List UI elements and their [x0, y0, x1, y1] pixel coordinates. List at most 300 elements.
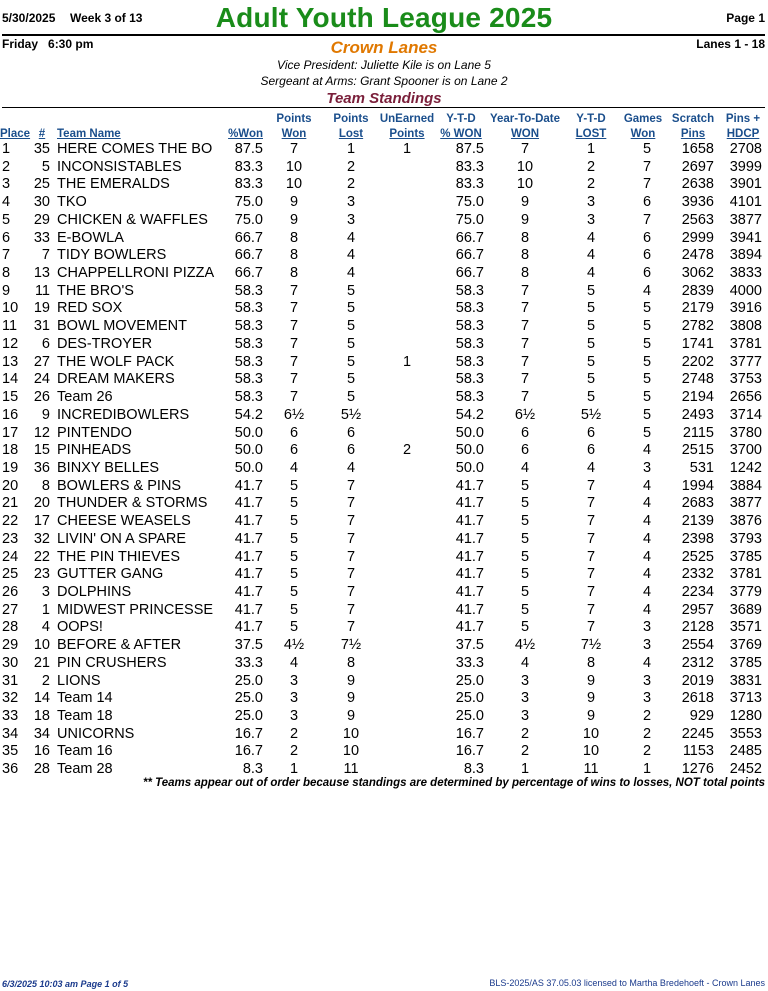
cell-scratch-pins: 1658 [681, 141, 714, 157]
cell-place: 29 [2, 637, 19, 654]
cell-team-name: PINHEADS [57, 442, 132, 459]
cell-pct-won: 25.0 [234, 708, 263, 724]
cell-ytd-won: 5 [520, 548, 530, 565]
cell-pins-hdcp: 3777 [729, 353, 762, 370]
cell-points-lost: 9 [346, 690, 356, 707]
table-row [0, 690, 768, 708]
cell-team-name: TIDY BOWLERS [57, 247, 167, 264]
section-title: Team Standings [326, 90, 442, 107]
cell-points-won: 6 [289, 424, 299, 441]
cell-place: 26 [2, 583, 19, 600]
col-ytd-won: Year-To-Date WON [489, 113, 561, 140]
cell-ytd-lost: 10 [582, 725, 600, 742]
cell-ytd-lost: 6 [586, 424, 596, 441]
cell-scratch-pins: 2234 [681, 583, 714, 600]
cell-games-won: 4 [642, 495, 652, 512]
cell-place: 24 [2, 548, 19, 565]
page-number: Page 1 [726, 11, 765, 25]
table-row [0, 549, 768, 567]
cell-games-won: 4 [642, 548, 652, 565]
cell-points-won: 4 [289, 654, 299, 671]
cell-pct-won: 58.3 [234, 318, 263, 335]
cell-ytd-won: 5 [520, 619, 530, 636]
cell-points-lost: 3 [346, 211, 356, 228]
cell-pins-hdcp: 1280 [729, 708, 762, 724]
cell-ytd-pct-won: 41.7 [455, 601, 484, 618]
cell-pins-hdcp: 1242 [729, 459, 762, 476]
cell-games-won: 3 [642, 637, 652, 654]
cell-ytd-won: 2 [520, 743, 530, 760]
cell-team-name: RED SOX [57, 300, 123, 317]
cell-ytd-pct-won: 50.0 [455, 459, 484, 476]
cell-pct-won: 41.7 [234, 477, 263, 494]
cell-place: 31 [2, 672, 19, 689]
cell-team-number: 5 [41, 158, 50, 175]
cell-ytd-pct-won: 58.3 [455, 389, 484, 406]
cell-place: 36 [2, 761, 19, 778]
cell-place: 13 [2, 353, 19, 370]
cell-ytd-pct-won: 58.3 [455, 300, 484, 317]
standings-table [0, 141, 768, 779]
cell-team-number: 32 [33, 530, 50, 547]
cell-team-number: 30 [33, 194, 50, 211]
cell-pins-hdcp: 3571 [729, 619, 762, 636]
cell-ytd-lost: 4 [586, 229, 596, 246]
cell-ytd-lost: 5½ [580, 406, 602, 423]
cell-pct-won: 50.0 [234, 424, 263, 441]
cell-team-name: Team 14 [57, 690, 113, 707]
cell-points-lost: 6 [346, 424, 356, 441]
cell-team-name: CHEESE WEASELS [57, 513, 191, 530]
cell-points-won: 7 [289, 318, 299, 335]
cell-ytd-pct-won: 66.7 [455, 247, 484, 264]
cell-place: 35 [2, 743, 19, 760]
cell-games-won: 3 [642, 459, 652, 476]
cell-ytd-pct-won: 75.0 [455, 211, 484, 228]
cell-points-lost: 7½ [340, 637, 362, 654]
cell-ytd-won: 7 [520, 300, 530, 317]
cell-ytd-lost: 6 [586, 442, 596, 459]
cell-ytd-won: 5 [520, 513, 530, 530]
cell-ytd-pct-won: 16.7 [455, 743, 484, 760]
table-row [0, 159, 768, 177]
cell-team-number: 14 [33, 690, 50, 707]
cell-pins-hdcp: 4101 [729, 194, 762, 211]
cell-place: 27 [2, 601, 19, 618]
day-time: Friday 6:30 pm [2, 37, 94, 51]
cell-pct-won: 25.0 [234, 690, 263, 707]
cell-place: 18 [2, 442, 19, 459]
cell-ytd-lost: 7 [586, 530, 596, 547]
cell-scratch-pins: 2332 [681, 566, 714, 583]
cell-team-name: OOPS! [57, 619, 103, 636]
cell-scratch-pins: 2638 [681, 176, 714, 193]
cell-pct-won: 66.7 [234, 247, 263, 264]
cell-ytd-won: 8 [520, 247, 530, 264]
table-row [0, 389, 768, 407]
cell-games-won: 2 [642, 708, 652, 724]
cell-pct-won: 16.7 [234, 743, 263, 760]
cell-games-won: 5 [642, 300, 652, 317]
table-row [0, 460, 768, 478]
cell-games-won: 6 [642, 194, 652, 211]
cell-scratch-pins: 2554 [681, 637, 714, 654]
cell-pct-won: 58.3 [234, 335, 263, 352]
cell-games-won: 7 [642, 176, 652, 193]
cell-games-won: 4 [642, 513, 652, 530]
cell-ytd-pct-won: 58.3 [455, 318, 484, 335]
cell-team-number: 13 [33, 265, 50, 282]
cell-points-won: 10 [285, 176, 303, 193]
cell-ytd-pct-won: 83.3 [455, 176, 484, 193]
week-indicator: Week 3 of 13 [70, 11, 143, 25]
cell-scratch-pins: 2128 [681, 619, 714, 636]
cell-games-won: 5 [642, 353, 652, 370]
cell-ytd-lost: 5 [586, 318, 596, 335]
cell-team-number: 31 [33, 318, 50, 335]
table-row [0, 300, 768, 318]
cell-ytd-lost: 5 [586, 335, 596, 352]
col-unearned-points: UnEarned Points [379, 113, 435, 140]
table-row [0, 495, 768, 513]
table-row [0, 371, 768, 389]
cell-pct-won: 25.0 [234, 672, 263, 689]
cell-ytd-won: 8 [520, 229, 530, 246]
cell-pins-hdcp: 3785 [729, 548, 762, 565]
cell-team-number: 36 [33, 459, 50, 476]
cell-ytd-won: 6 [520, 442, 530, 459]
cell-team-number: 25 [33, 176, 50, 193]
cell-points-lost: 7 [346, 495, 356, 512]
cell-ytd-pct-won: 66.7 [455, 229, 484, 246]
cell-games-won: 4 [642, 566, 652, 583]
cell-team-name: LIVIN' ON A SPARE [57, 530, 187, 547]
table-row [0, 212, 768, 230]
cell-scratch-pins: 1741 [681, 335, 714, 352]
cell-scratch-pins: 2697 [681, 158, 714, 175]
cell-scratch-pins: 2515 [681, 442, 714, 459]
cell-points-won: 5 [289, 601, 299, 618]
cell-points-won: 8 [289, 229, 299, 246]
cell-team-name: THE EMERALDS [57, 176, 170, 193]
section-rule [2, 107, 765, 108]
cell-points-won: 5 [289, 583, 299, 600]
cell-games-won: 4 [642, 654, 652, 671]
cell-pins-hdcp: 3876 [729, 513, 762, 530]
cell-ytd-lost: 11 [583, 761, 599, 778]
cell-team-number: 20 [33, 495, 50, 512]
cell-team-number: 1 [41, 601, 50, 618]
cell-points-lost: 7 [346, 619, 356, 636]
cell-scratch-pins: 2398 [681, 530, 714, 547]
cell-points-won: 7 [289, 335, 299, 352]
cell-ytd-pct-won: 16.7 [455, 725, 484, 742]
cell-points-lost: 7 [346, 548, 356, 565]
cell-points-won: 2 [289, 743, 299, 760]
cell-ytd-lost: 3 [586, 194, 596, 211]
cell-ytd-pct-won: 66.7 [455, 265, 484, 282]
cell-pct-won: 37.5 [234, 637, 263, 654]
cell-team-number: 9 [41, 406, 50, 423]
cell-points-lost: 1 [346, 141, 356, 157]
cell-ytd-pct-won: 54.2 [455, 406, 484, 423]
cell-ytd-lost: 7½ [580, 637, 602, 654]
table-row [0, 442, 768, 460]
cell-points-won: 6 [289, 442, 299, 459]
cell-points-won: 6½ [283, 406, 305, 423]
cell-games-won: 2 [642, 725, 652, 742]
cell-pct-won: 75.0 [234, 211, 263, 228]
cell-points-won: 9 [289, 211, 299, 228]
report-date: 5/30/2025 [2, 11, 56, 25]
cell-pct-won: 50.0 [234, 442, 263, 459]
cell-ytd-lost: 9 [586, 672, 596, 689]
cell-ytd-won: 5 [520, 566, 530, 583]
cell-pct-won: 58.3 [234, 282, 263, 299]
table-row [0, 478, 768, 496]
cell-team-number: 28 [33, 761, 50, 778]
bowling-center-name: Crown Lanes [330, 38, 438, 57]
cell-pct-won: 41.7 [234, 495, 263, 512]
cell-ytd-won: 5 [520, 530, 530, 547]
cell-ytd-won: 4½ [514, 637, 536, 654]
cell-pct-won: 58.3 [234, 371, 263, 388]
cell-pins-hdcp: 3713 [729, 690, 762, 707]
footnote: ** Teams appear out of order because standings are determined by percentage of wins to losses, NOT total points [143, 777, 765, 789]
cell-points-won: 2 [289, 725, 299, 742]
cell-games-won: 5 [642, 371, 652, 388]
cell-team-name: MIDWEST PRINCESSE [57, 601, 214, 618]
cell-ytd-won: 7 [520, 353, 530, 370]
cell-ytd-won: 7 [520, 371, 530, 388]
cell-points-lost: 2 [346, 158, 356, 175]
cell-pins-hdcp: 4000 [729, 282, 762, 299]
cell-ytd-pct-won: 37.5 [455, 637, 484, 654]
cell-place: 4 [2, 194, 11, 211]
cell-team-number: 19 [33, 300, 50, 317]
col-pins-hdcp: Pins + HDCP [725, 113, 761, 140]
cell-points-won: 5 [289, 566, 299, 583]
cell-scratch-pins: 531 [689, 459, 714, 476]
cell-team-name: THE BRO'S [57, 282, 134, 299]
header-rule [2, 34, 765, 36]
cell-team-name: CHICKEN & WAFFLES [57, 211, 208, 228]
cell-ytd-lost: 5 [586, 389, 596, 406]
cell-scratch-pins: 2139 [681, 513, 714, 530]
cell-place: 15 [2, 389, 19, 406]
cell-points-won: 5 [289, 548, 299, 565]
col-points-won: Points Won [276, 113, 312, 140]
cell-place: 22 [2, 513, 19, 530]
cell-pct-won: 16.7 [234, 725, 263, 742]
cell-ytd-lost: 2 [586, 176, 596, 193]
cell-points-won: 4½ [283, 637, 305, 654]
col-ytd-lost: Y-T-D LOST [575, 113, 607, 140]
cell-ytd-lost: 7 [586, 477, 596, 494]
cell-points-lost: 5 [346, 300, 356, 317]
cell-ytd-won: 5 [520, 601, 530, 618]
cell-place: 20 [2, 477, 19, 494]
cell-points-lost: 11 [343, 761, 359, 778]
cell-place: 8 [2, 265, 11, 282]
cell-pct-won: 66.7 [234, 229, 263, 246]
cell-ytd-pct-won: 58.3 [455, 335, 484, 352]
cell-ytd-lost: 7 [586, 601, 596, 618]
cell-pins-hdcp: 2452 [729, 761, 762, 778]
cell-team-number: 3 [41, 583, 50, 600]
cell-ytd-lost: 5 [586, 282, 596, 299]
cell-ytd-pct-won: 83.3 [455, 158, 484, 175]
cell-team-number: 7 [41, 247, 50, 264]
cell-games-won: 6 [642, 265, 652, 282]
col-points-lost: Points Lost [333, 113, 369, 140]
cell-points-won: 7 [289, 389, 299, 406]
table-row [0, 743, 768, 761]
cell-scratch-pins: 2194 [681, 389, 714, 406]
cell-ytd-won: 5 [520, 495, 530, 512]
cell-ytd-lost: 9 [586, 690, 596, 707]
cell-pins-hdcp: 3793 [729, 530, 762, 547]
cell-scratch-pins: 1276 [681, 761, 714, 778]
col-pct-won: %Won [228, 128, 263, 140]
table-row [0, 655, 768, 673]
table-row [0, 336, 768, 354]
cell-points-won: 5 [289, 530, 299, 547]
cell-games-won: 4 [642, 583, 652, 600]
cell-team-number: 4 [41, 619, 50, 636]
cell-points-lost: 5½ [340, 406, 362, 423]
cell-pct-won: 54.2 [234, 406, 263, 423]
cell-scratch-pins: 2748 [681, 371, 714, 388]
cell-ytd-pct-won: 41.7 [455, 566, 484, 583]
cell-points-won: 5 [289, 513, 299, 530]
cell-team-number: 2 [41, 672, 50, 689]
cell-points-won: 5 [289, 495, 299, 512]
cell-pins-hdcp: 2708 [729, 141, 762, 157]
cell-ytd-won: 4 [520, 654, 530, 671]
cell-points-lost: 5 [346, 353, 356, 370]
cell-pins-hdcp: 3780 [729, 424, 762, 441]
cell-scratch-pins: 2563 [681, 211, 714, 228]
cell-games-won: 4 [642, 282, 652, 299]
cell-ytd-won: 3 [520, 690, 530, 707]
cell-place: 28 [2, 619, 19, 636]
cell-team-number: 18 [33, 708, 50, 724]
cell-place: 7 [2, 247, 11, 264]
cell-pct-won: 58.3 [234, 389, 263, 406]
table-row [0, 354, 768, 372]
cell-place: 21 [2, 495, 19, 512]
cell-ytd-pct-won: 41.7 [455, 513, 484, 530]
cell-pins-hdcp: 3884 [729, 477, 762, 494]
cell-scratch-pins: 2999 [681, 229, 714, 246]
cell-points-won: 8 [289, 265, 299, 282]
cell-points-lost: 5 [346, 282, 356, 299]
cell-points-won: 10 [285, 158, 303, 175]
cell-place: 30 [2, 654, 19, 671]
table-row [0, 176, 768, 194]
cell-points-lost: 8 [346, 654, 356, 671]
cell-team-name: INCREDIBOWLERS [57, 406, 190, 423]
cell-points-won: 3 [289, 672, 299, 689]
cell-points-won: 7 [289, 282, 299, 299]
cell-ytd-pct-won: 33.3 [455, 654, 484, 671]
cell-pct-won: 41.7 [234, 619, 263, 636]
cell-scratch-pins: 2493 [681, 406, 714, 423]
cell-team-name: THE WOLF PACK [57, 353, 175, 370]
cell-games-won: 6 [642, 229, 652, 246]
cell-points-won: 3 [289, 708, 299, 724]
cell-points-lost: 7 [346, 530, 356, 547]
cell-scratch-pins: 1994 [681, 477, 714, 494]
cell-games-won: 7 [642, 211, 652, 228]
cell-ytd-pct-won: 58.3 [455, 353, 484, 370]
cell-team-name: DOLPHINS [57, 583, 132, 600]
cell-points-lost: 7 [346, 601, 356, 618]
cell-ytd-lost: 7 [586, 495, 596, 512]
cell-ytd-won: 7 [520, 141, 530, 157]
cell-pins-hdcp: 3769 [729, 637, 762, 654]
cell-ytd-lost: 5 [586, 353, 596, 370]
cell-scratch-pins: 2618 [681, 690, 714, 707]
cell-team-number: 17 [33, 513, 50, 530]
cell-place: 23 [2, 530, 19, 547]
cell-ytd-lost: 7 [586, 513, 596, 530]
cell-scratch-pins: 3936 [681, 194, 714, 211]
cell-scratch-pins: 2525 [681, 548, 714, 565]
cell-ytd-pct-won: 50.0 [455, 424, 484, 441]
cell-games-won: 5 [642, 318, 652, 335]
cell-ytd-lost: 4 [586, 247, 596, 264]
cell-points-lost: 5 [346, 371, 356, 388]
cell-team-name: HERE COMES THE BO [57, 141, 213, 157]
cell-pins-hdcp: 3894 [729, 247, 762, 264]
cell-ytd-won: 3 [520, 708, 530, 724]
cell-ytd-won: 9 [520, 194, 530, 211]
cell-pins-hdcp: 2485 [729, 743, 762, 760]
cell-ytd-pct-won: 25.0 [455, 690, 484, 707]
cell-ytd-won: 6½ [514, 406, 536, 423]
cell-pins-hdcp: 3877 [729, 495, 762, 512]
cell-scratch-pins: 2312 [681, 654, 714, 671]
cell-pins-hdcp: 3808 [729, 318, 762, 335]
cell-team-number: 34 [33, 725, 50, 742]
cell-ytd-pct-won: 41.7 [455, 619, 484, 636]
cell-points-won: 5 [289, 477, 299, 494]
cell-points-lost: 5 [346, 335, 356, 352]
cell-place: 5 [2, 211, 11, 228]
cell-pct-won: 83.3 [234, 176, 263, 193]
cell-games-won: 4 [642, 601, 652, 618]
table-row [0, 247, 768, 265]
table-row [0, 726, 768, 744]
cell-points-lost: 4 [346, 229, 356, 246]
cell-games-won: 5 [642, 406, 652, 423]
cell-pins-hdcp: 2656 [729, 389, 762, 406]
cell-team-number: 15 [33, 442, 50, 459]
cell-ytd-won: 6 [520, 424, 530, 441]
cell-place: 32 [2, 690, 19, 707]
cell-points-won: 7 [289, 141, 299, 157]
cell-pins-hdcp: 3999 [729, 158, 762, 175]
cell-games-won: 3 [642, 690, 652, 707]
cell-ytd-won: 10 [516, 158, 534, 175]
officer-line-1: Vice President: Juliette Kile is on Lane 5 [277, 58, 491, 72]
cell-ytd-pct-won: 41.7 [455, 548, 484, 565]
cell-ytd-pct-won: 25.0 [455, 708, 484, 724]
table-row [0, 566, 768, 584]
cell-scratch-pins: 2782 [681, 318, 714, 335]
